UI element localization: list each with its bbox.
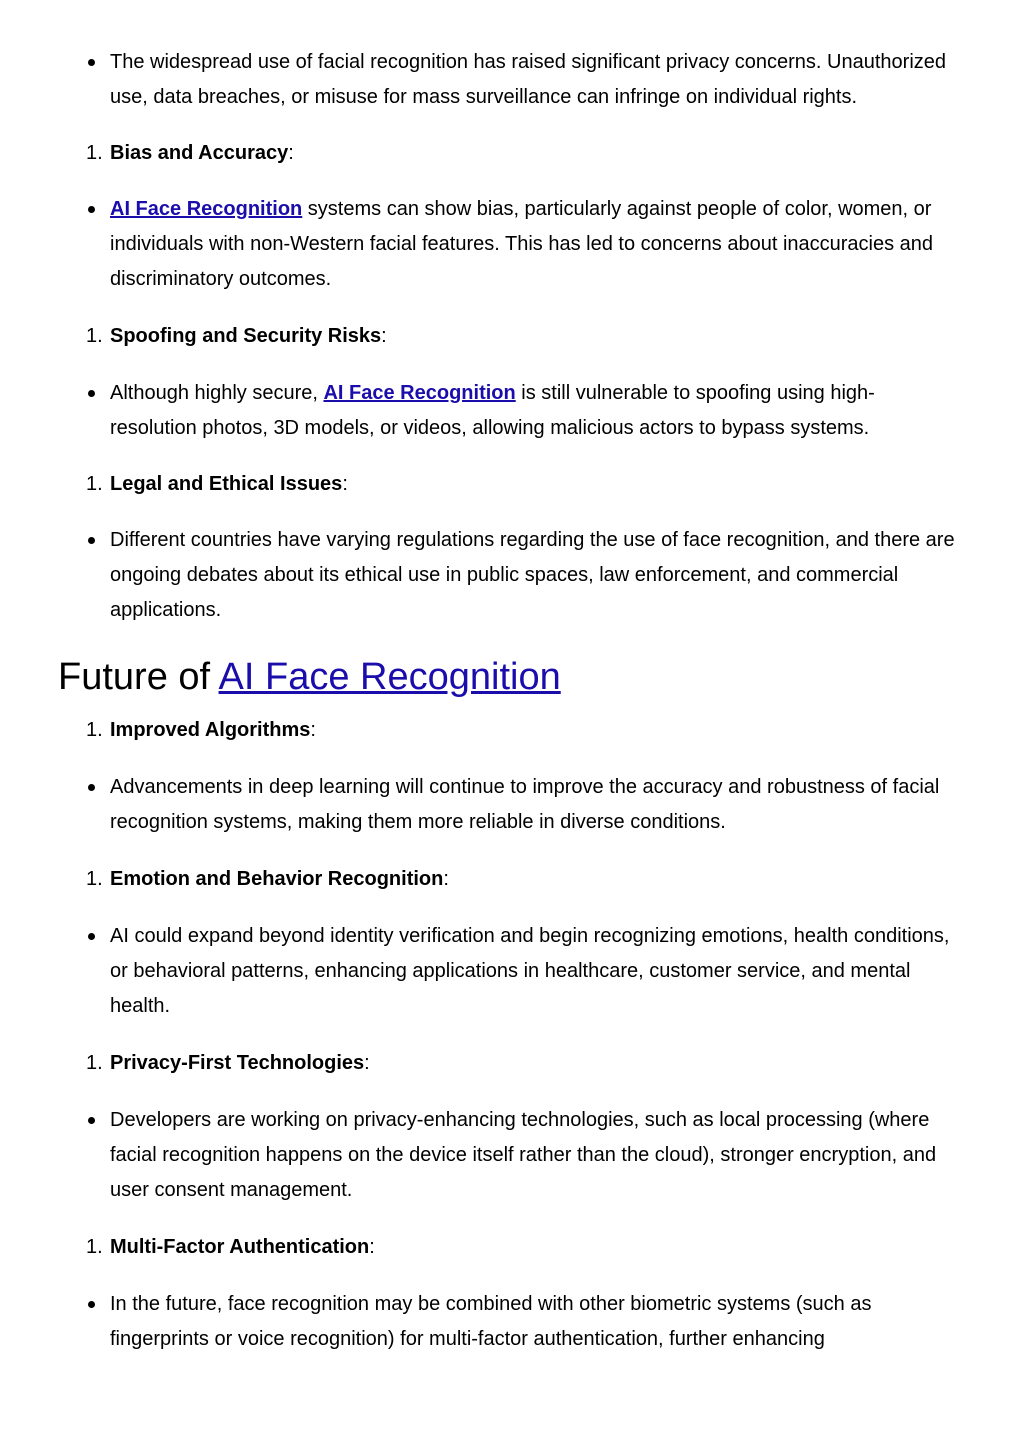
numbered-heading-bias <box>86 136 1024 171</box>
numbered-heading-privacy-first <box>86 1046 1024 1081</box>
bullet-dot-icon <box>88 206 95 213</box>
item-colon: : <box>342 473 348 495</box>
list-number: 1. <box>86 1236 103 1258</box>
item-title: Legal and Ethical Issues <box>110 473 343 495</box>
item-colon: : <box>443 868 449 890</box>
numbered-heading-mfa <box>86 1230 1024 1265</box>
list-number: 1. <box>86 1052 103 1074</box>
bullet-item-mfa <box>110 1287 960 1357</box>
bullet-text: AI could expand beyond identity verification and begin recognizing emotions, health conditions, or behavioral patterns, enhancing applications in healthcare, customer service, and mental health. <box>110 925 950 1017</box>
bullet-text: In the future, face recognition may be combined with other biometric systems (such as fingerprints or voice recognition) for multi-factor authentication, further enhancing <box>110 1293 872 1350</box>
bullet-item-bias <box>110 192 960 297</box>
item-title: Emotion and Behavior Recognition <box>110 868 444 890</box>
ai-face-recognition-link[interactable]: AI Face Recognition <box>323 382 516 404</box>
item-colon: : <box>369 1236 375 1258</box>
item-title: Spoofing and Security Risks <box>110 325 382 347</box>
bullet-item-privacy-first <box>110 1103 960 1208</box>
item-colon: : <box>310 719 316 741</box>
list-number: 1. <box>86 868 103 890</box>
bullet-text: Developers are working on privacy-enhancing technologies, such as local processing (where facial recognition happens on the device itself rather than the cloud), stronger encryption, and user consent management. <box>110 1109 937 1201</box>
ai-face-recognition-link[interactable]: AI Face Recognition <box>110 198 303 220</box>
list-number: 1. <box>86 719 103 741</box>
bullet-text: Advancements in deep learning will continue to improve the accuracy and robustness of facial recognition systems, making them more reliable in diverse conditions. <box>110 776 940 833</box>
bullet-text-pre: Although highly secure, <box>110 382 324 404</box>
item-title: Improved Algorithms <box>110 719 311 741</box>
numbered-heading-spoofing <box>86 319 1024 354</box>
bullet-dot-icon <box>88 933 95 940</box>
numbered-heading-algorithms <box>86 713 1024 748</box>
item-colon: : <box>364 1052 370 1074</box>
numbered-heading-legal <box>86 467 1024 502</box>
list-number: 1. <box>86 473 103 495</box>
bullet-item-privacy <box>110 45 960 115</box>
bullet-item-emotion <box>110 919 960 1024</box>
bullet-text: The widespread use of facial recognition has raised significant privacy concerns. Unauthorized use, data breaches, or misuse for mass surveillance can infringe on individual rights. <box>110 51 947 108</box>
bullet-text: systems can show bias, particularly against people of color, women, or individuals with non-Western facial features. This has led to concerns about inaccuracies and discriminatory outcomes. <box>110 198 934 290</box>
item-title: Privacy-First Technologies <box>110 1052 365 1074</box>
bullet-dot-icon <box>88 390 95 397</box>
bullet-item-algorithms <box>110 770 960 840</box>
bullet-dot-icon <box>88 1117 95 1124</box>
bullet-item-spoofing <box>110 376 960 446</box>
item-title: Bias and Accuracy <box>110 142 289 164</box>
item-title: Multi-Factor Authentication <box>110 1236 370 1258</box>
bullet-item-legal <box>110 523 960 628</box>
bullet-dot-icon <box>88 1301 95 1308</box>
bullet-dot-icon <box>88 537 95 544</box>
item-colon: : <box>288 142 294 164</box>
bullet-text: is still vulnerable to spoofing using high-resolution photos, 3D models, or videos, allowing malicious actors to bypass systems. <box>110 382 875 439</box>
item-colon: : <box>381 325 387 347</box>
heading-ai-face-recognition-link[interactable]: AI Face Recognition <box>218 656 561 698</box>
list-number: 1. <box>86 325 103 347</box>
section-heading-future <box>58 654 1024 700</box>
bullet-dot-icon <box>88 59 95 66</box>
heading-text: Future of <box>58 656 219 698</box>
list-number: 1. <box>86 142 103 164</box>
bullet-dot-icon <box>88 784 95 791</box>
bullet-text: Different countries have varying regulations regarding the use of face recognition, and there are ongoing debates about its ethical use in public spaces, law enforcement, and commercial applications. <box>110 529 955 621</box>
numbered-heading-emotion <box>86 862 1024 897</box>
